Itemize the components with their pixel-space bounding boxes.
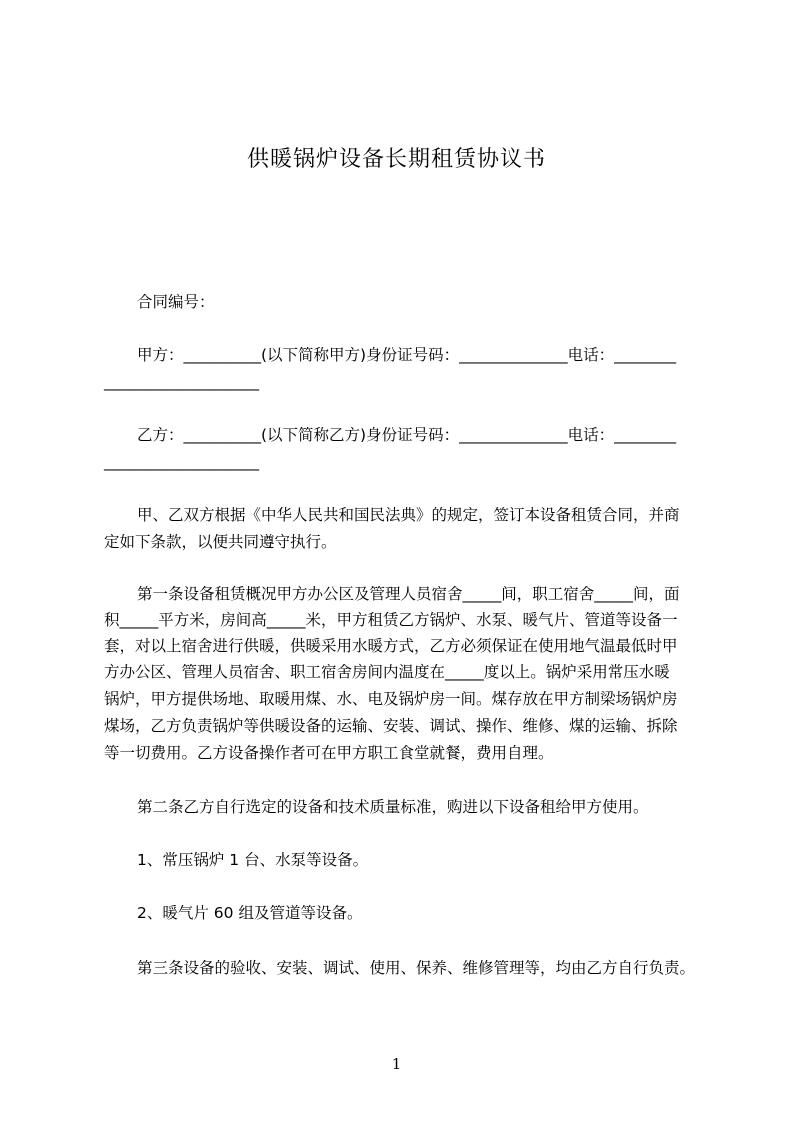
equipment-item-2: 2、暖气片 60 组及管道等设备。 [137,904,363,922]
preamble-line: 甲、乙双方根据《中华人民共和国民法典》的规定，签订本设备租赁合同，并商 [137,506,680,524]
party-b-line: 乙方：__________(以下简称乙方)身份证号码：______________电话：________ [137,426,677,444]
contract-number-label: 合同编号： [137,293,215,311]
preamble-line: 定如下条款，以便共同遵守执行。 [104,533,337,551]
article-1-line: 套，对以上宿舍进行供暖，供暖采用水暖方式，乙方必须保证在使用地气温最低时甲 [104,637,678,655]
article-2-text: 第二条乙方自行选定的设备和技术质量标准，购进以下设备租给甲方使用。 [137,798,649,816]
article-1-line: 等一切费用。乙方设备操作者可在甲方职工食堂就餐，费用自理。 [104,744,554,762]
article-3-text: 第三条设备的验收、安装、调试、使用、保养、维修管理等，均由乙方自行负责。 [137,959,696,977]
equipment-item-1: 1、常压锅炉 1 台、水泵等设备。 [137,851,369,869]
article-1-line: 方办公区、管理人员宿舍、职工宿舍房间内温度在_____度以上。锅炉采用常压水暖 [104,663,670,681]
article-1-line: 第一条设备租赁概况甲方办公区及管理人员宿舍_____间，职工宿舍_____间，面 [137,585,680,603]
article-1-line: 锅炉，甲方提供场地、取暖用煤、水、电及锅炉房一间。煤存放在甲方制梁场锅炉房 [104,690,678,708]
article-1-line: 积_____平方米，房间高_____米，甲方租赁乙方锅炉、水泵、暖气片、管道等设备一 [104,611,678,629]
document-title: 供暖锅炉设备长期租赁协议书 [246,147,546,172]
party-a-line: 甲方：__________(以下简称甲方)身份证号码：______________电话：________ [137,346,677,364]
party-b-line-continued: ____________________ [104,453,259,471]
page-number: 1 [391,1055,402,1073]
article-1-line: 煤场，乙方负责锅炉等供暖设备的运输、安装、调试、操作、维修、煤的运输、拆除 [104,717,678,735]
party-a-line-continued: ____________________ [104,373,259,391]
